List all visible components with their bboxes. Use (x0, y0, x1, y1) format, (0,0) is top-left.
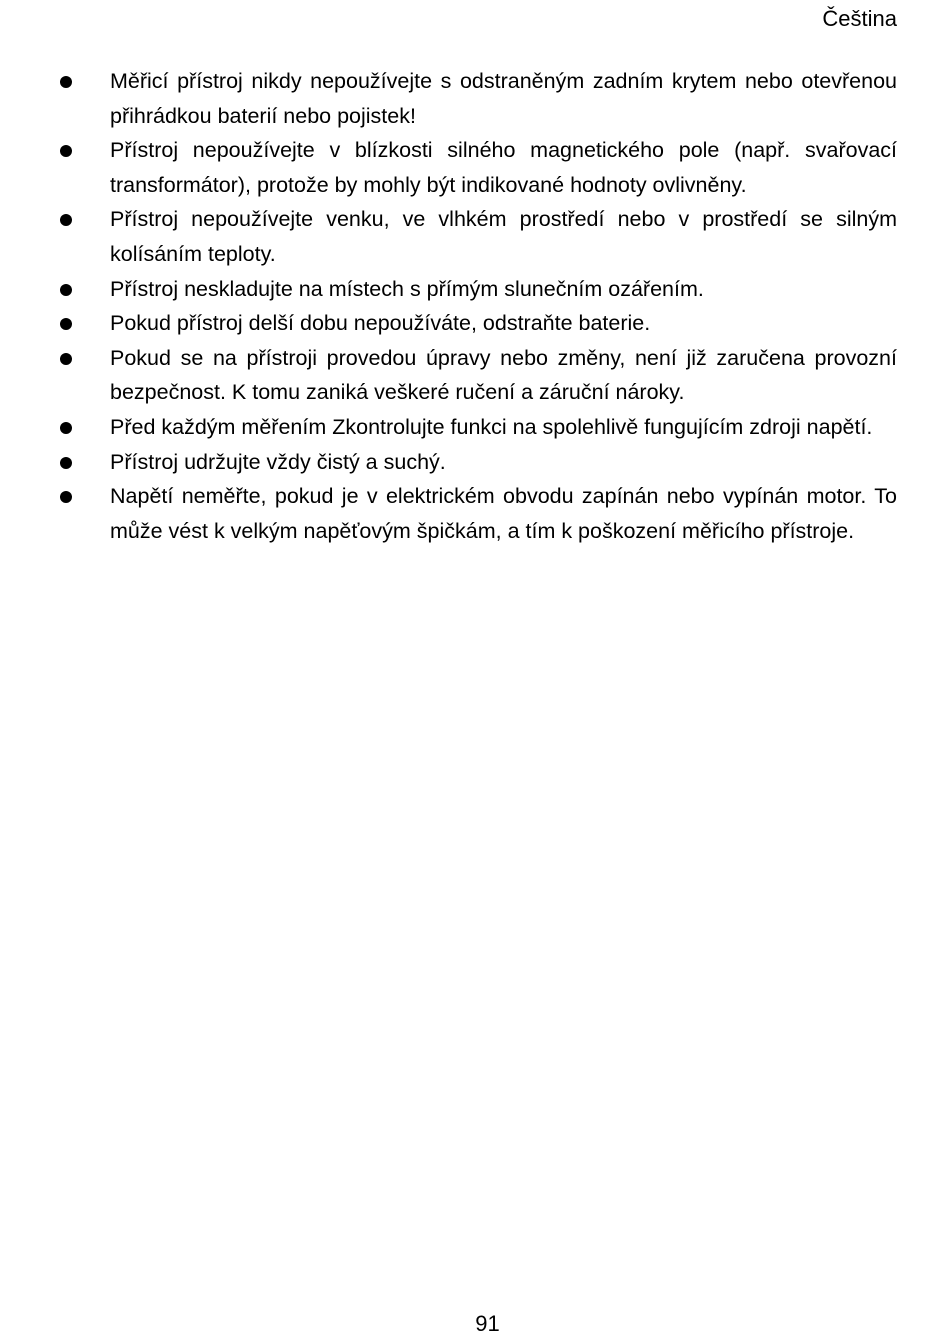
list-item-text: Měřicí přístroj nikdy nepoužívejte s odstraněným zadním krytem nebo otevřenou přihrádkou baterií nebo pojistek! (110, 69, 897, 128)
bullet-icon (60, 353, 72, 365)
list-item-text: Přístroj nepoužívejte venku, ve vlhkém prostředí nebo v prostředí se silným kolísáním teploty. (110, 207, 897, 266)
bullet-icon (60, 318, 72, 330)
list-item (58, 410, 897, 445)
bullet-icon (60, 422, 72, 434)
list-item (58, 64, 897, 133)
list-item (58, 272, 897, 307)
list-item (58, 341, 897, 410)
list-item (58, 202, 897, 271)
list-item-text: Pokud přístroj delší dobu nepoužíváte, odstraňte baterie. (110, 311, 651, 336)
list-item (58, 479, 897, 548)
bullet-icon (60, 284, 72, 296)
bullet-icon (60, 457, 72, 469)
list-item-text: Přístroj udržujte vždy čistý a suchý. (110, 449, 446, 474)
page-number: 91 (475, 1311, 500, 1336)
list-item-text: Pokud se na přístroji provedou úpravy nebo změny, není již zaručena provozní bezpečnost. K tomu zaniká veškeré ručení a záruční nároky. (110, 345, 897, 405)
list-item (58, 306, 897, 341)
bullet-icon (60, 145, 72, 157)
list-item (58, 133, 897, 202)
list-item (58, 445, 897, 480)
bullet-icon (60, 491, 72, 503)
list-item-text: Před každým měřením Zkontrolujte funkci na spolehlivě fungujícím zdroji napětí. (110, 414, 873, 439)
list-item-text: Napětí neměřte, pokud je v elektrickém obvodu zapínán nebo vypínán motor. To může vést k velkým napěťovým špičkám, a tím k poškození měřicího přístroje. (110, 484, 897, 543)
list-item-text: Přístroj nepoužívejte v blízkosti silného magnetického pole (např. svařovací transformátor), protože by mohly být indikované hodnoty ovlivněny. (110, 138, 897, 197)
list-item-text: Přístroj neskladujte na místech s přímým slunečním ozářením. (110, 276, 704, 301)
bullet-icon (60, 76, 72, 88)
header-language-label: Čeština (822, 6, 897, 31)
safety-instructions-list (58, 64, 897, 548)
bullet-icon (60, 214, 72, 226)
